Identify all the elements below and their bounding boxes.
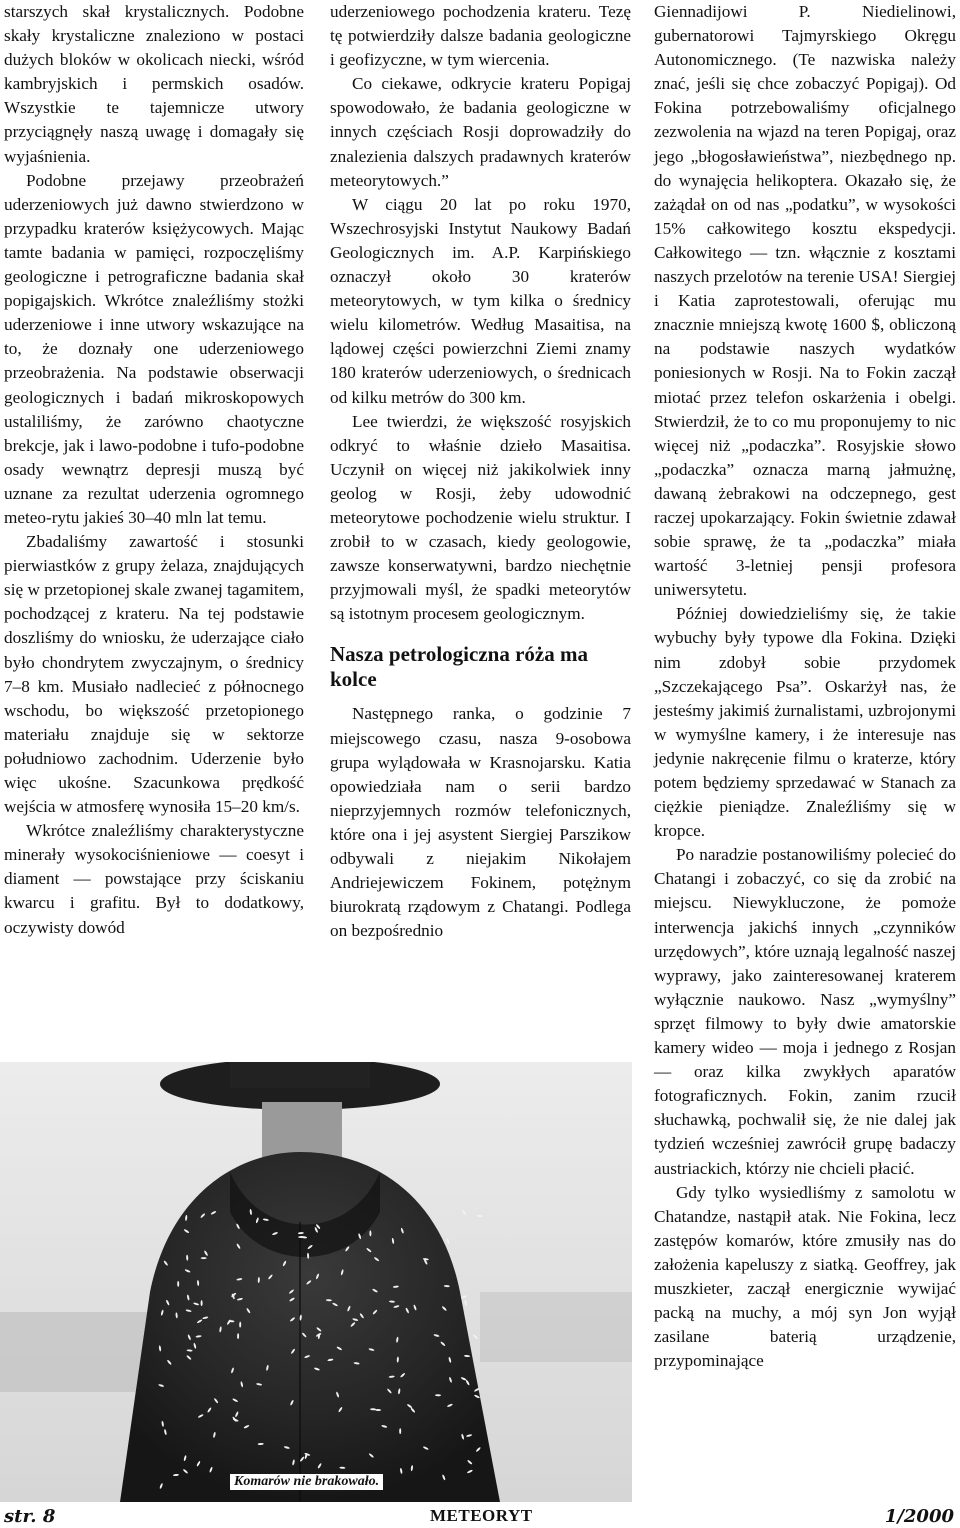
- issue-number: 1/2000: [884, 1506, 954, 1527]
- photo-caption: Komarów nie brakowało.: [230, 1474, 383, 1490]
- magazine-name: METEORYT: [430, 1506, 533, 1525]
- mosquito-speck: [399, 1428, 401, 1434]
- paragraph: Wkrótce znaleźliśmy charakterystyczne minerały wysokociśnieniowe — coesyt i diament — powstające przy ściskaniu kwarcu i grafitu. Był to dodatkowy, oczywisty dowód: [4, 821, 304, 937]
- mosquito-speck: [201, 1257, 207, 1259]
- paragraph: Później dowiedzieliśmy się, że takie wybuchy były typowe dla Fokina. Dzięki nim zdobył sobie przydomek „Szczekającego Psa”. Oskarżył nas, że jesteśmy jakimiś żurnalistami, uzbrojonymi w wymyślne kamery, i że interesuje nas jedynie nakręcenie filmu o kraterze, który potem będziemy sprzedawać w Stanach za ciężkie pieniądze. Znaleźliśmy się w kropce.: [654, 604, 956, 841]
- paragraph: uderzeniowego pochodzenia krateru. Tezę tę potwierdziły dalsze badania geologiczne i geofizyczne, w tym wiercenia.: [330, 2, 631, 70]
- article-column-2: [330, 0, 631, 943]
- paragraph: W ciągu 20 lat po roku 1970, Wszechrosyjski Instytut Naukowy Badań Geologicznych im. A.P. Karpińskiego oznaczył około 30 kraterów meteorytowych, w tym kilka o średnicy wielu kilometrów. Według Masaitisa, na lądowej części powierzchni Ziemi znamy 180 kraterów uderzeniowych, o średnicach od kilku metrów do 300 km.: [330, 194, 631, 407]
- paragraph: Co ciekawe, odkrycie krateru Popigaj spowodowało, że badania geologiczne w innych częściach Rosji doprowadziły do znalezienia dalszych pradawnych kraterów meteorytowych.”: [330, 74, 631, 190]
- photo-hooded-man-with-mosquitoes: [0, 1062, 632, 1502]
- page-number: str. 8: [4, 1506, 56, 1527]
- paragraph: Gdy tylko wysiedliśmy z samolotu w Chatandze, nastąpił atak. Nie Fokina, lecz zastępów komarów, które zmusiły nas do założenia kapeluszy z siatką. Geoffrey, jak muszkieter, zaczął energicznie wywijać packą na muchy, a mój syn Jon wyjął zasilane baterią urządzenie, przypominające: [654, 1182, 956, 1371]
- article-column-1: [4, 0, 304, 940]
- paragraph: Lee twierdzi, że większość rosyjskich odkryć to właśnie dzieło Masaitisa. Uczynił on więcej niż jakikolwiek inny geolog w Rosji, żeby udowodnić meteorytowe pochodzenie wielu struktur. I zrobił to w czasach, kiedy geologowie, zawsze konserwatywni, bardzo niechętnie przyjmowali myśl, że spadki meteorytów są istotnym procesem geologicznym.: [330, 411, 631, 624]
- paragraph: Po naradzie postanowiliśmy polecieć do Chatangi i zobaczyć, co się da zrobić na miejscu. Niewykluczone, że pomoże interwencja jakichś innych „czynników urzędowych”, które uznają legalność naszej wyprawy, jako zainteresowanej kraterem wyłącznie naukowo. Nasz „wymyślny” sprzęt filmowy to były dwie amatorskie kamery wideo — moja i jednego z Rosjan — oraz kilka zwykłych aparatów fotograficznych. Fokin, zanim rzucił słuchawką, pochwalił się, że nie dalej jak tydzień wcześniej zawrócił grupę badaczy austriackich, którzy nie chcieli płacić.: [654, 845, 956, 1178]
- paragraph: Następnego ranka, o godzinie 7 miejscowego czasu, nasza 9-osobowa grupa wylądowała w Krasnojarsku. Katia opowiedziała nam o serii bardzo nieprzyjemnych rozmów telefonicznych, które ona i jej asystent Siergiej Parszikow odbywali z niejakim Nikołajem Andriejewiczem Fokinem, potężnym biurokratą rządowym z Chatangi. Podlega on bezpośrednio: [330, 704, 631, 941]
- article-photo: [0, 1062, 632, 1502]
- section-heading: Nasza petrologiczna róża ma kolce: [330, 642, 588, 692]
- paragraph: starszych skał krystalicznych. Podobne skały krystaliczne znaleziono w postaci dużych bloków w okolicach niecki, wśród kambryjskich i permskich osadów. Wszystkie te tajemnicze utwory przyciągnęły naszą uwagę i domagały się wyjaśnienia.: [4, 2, 304, 166]
- mosquito-speck: [201, 1300, 203, 1306]
- article-column-3: [654, 0, 956, 1373]
- paragraph: Zbadaliśmy zawartość i stosunki pierwiastków z grupy żelaza, znajdujących się w przetopionej skale zwanej tagamitem, pochodzącej z krateru. Na tej podstawie doszliśmy do wniosku, że uderzające ciało było chondrytem zwyczajnym, o średnicy 7–8 km. Musiało nadlecieć z północnego wschodu, bo większość przetopionego materiału znajduje się w sektorze południowo zachodnim. Uderzenie było więc ukośne. Szacunkowa prędkość wejścia w atmosferę wynosiła 15–20 km/s.: [4, 532, 304, 817]
- paragraph: Giennadijowi P. Niedielinowi, gubernatorowi Tajmyrskiego Okręgu Autonomicznego. (Te nazwiska należy znać, jeśli się chce zobaczyć Popigaj). Od Fokina potrzebowaliśmy oficjalnego zezwolenia na wjazd na teren Popigaj, oraz jego „błogosławieństwa”, niezbędnego np. do wynajęcia helikoptera. Okazało się, że zażądał on od nas „podatku”, w wysokości 15% całkowitego kosztu ekspedycji. Całkowitego — tzn. włącznie z kosztami naszych przelotów na terenie USA! Siergiej i Katia zaprotestowali, oferując mu znacznie mniejszą kwotę 1600 $, obliczoną na podstawie naszych wydatków poniesionych w Rosji. Na to Fokin zaczął miotać przez telefon oskarżenia i obelgi. Stwierdził, że to co mu proponujemy to nic więcej niż „podaczka”. Rosyjskie słowo „podaczka” oznacza marną jałmużnę, dawaną żebrakowi na odczepnego, gest raczej upokarzający. Fokin świetnie zdawał sobie sprawę, że ta „podaczka” miała wartość 3-letniej pensji profesora uniwersytetu.: [654, 2, 956, 600]
- paragraph: Podobne przejawy przeobrażeń uderzeniowych już dawno stwierdzono w przypadku kraterów księżycowych. Mając tamte badania w pamięci, rozpoczęliśmy geologiczne i petrograficzne badania skał popigajskich. Wkrótce znaleźliśmy stożki uderzeniowe i inne utwory wskazujące na to, że doznały one uderzeniowego przeobrażenia. Na podstawie obserwacji geologicznych i badań mikroskopowych ustaliliśmy, że zarówno chaotyczne brekcje, jak i lawo-podobne i tufo-podobne osady wewnątrz depresji muszą być uznane za rezultat uderzenia ogromnego meteo-rytu jakieś 30–40 mln lat temu.: [4, 170, 304, 527]
